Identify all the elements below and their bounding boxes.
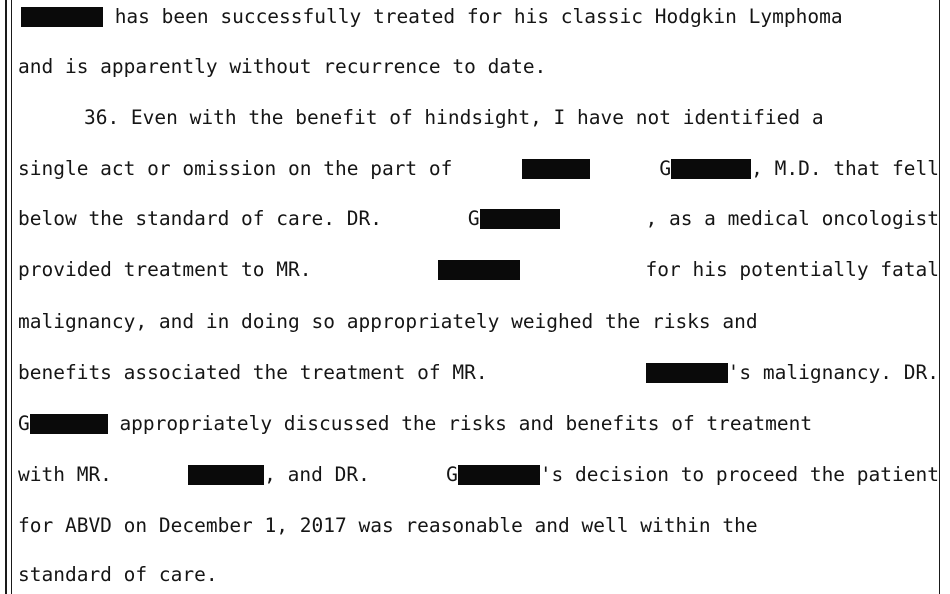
- redacted-name: [659, 155, 939, 183]
- redaction-bar: [522, 159, 590, 179]
- name-initial: G: [467, 207, 480, 230]
- redacted-name: [188, 461, 370, 489]
- redaction-bar: [671, 159, 751, 179]
- name-initial: G: [18, 412, 30, 435]
- line-text: , M.D. that fell: [751, 157, 939, 180]
- redacted-name: [646, 359, 939, 387]
- line-text: has been successfully treated for his classic Hodgkin Lymphoma: [114, 5, 843, 28]
- name-initial: G: [659, 157, 672, 180]
- text-line: [18, 512, 939, 540]
- line-text: below the standard of care. DR.: [18, 207, 382, 230]
- redacted-name: [468, 205, 560, 233]
- redacted-name: [18, 410, 108, 438]
- text-line: [18, 561, 939, 589]
- line-text: and is apparently without recurrence to date.: [18, 55, 547, 78]
- redaction-bar: [21, 7, 103, 27]
- text-line: [18, 461, 939, 489]
- line-text: 's malignancy. DR.: [727, 361, 939, 384]
- line-text: single act or omission on the part of: [18, 157, 453, 180]
- line-text: , as a medical oncologist: [645, 207, 939, 230]
- margin-rule-right: [939, 0, 940, 594]
- line-text: benefits associated the treatment of MR.: [18, 361, 488, 384]
- text-line: [18, 308, 939, 336]
- redaction-bar: [458, 465, 540, 485]
- line-text: Even with the benefit of hindsight, I have not identified a: [130, 106, 824, 129]
- redaction-bar: [646, 363, 728, 383]
- margin-rule-left-outer: [5, 0, 7, 594]
- text-line: [18, 3, 939, 31]
- text-line: [18, 53, 939, 81]
- line-text: , and DR.: [264, 463, 370, 486]
- redacted-name: [446, 461, 939, 489]
- text-line: [18, 410, 939, 438]
- line-text: provided treatment to MR.: [18, 258, 312, 281]
- redaction-bar: [188, 465, 264, 485]
- text-line: [18, 256, 939, 284]
- line-text: for his potentially fatal: [645, 258, 939, 281]
- margin-rule-left-inner: [11, 0, 12, 594]
- line-text: standard of care.: [18, 563, 218, 586]
- text-line: [18, 205, 939, 233]
- text-line: [18, 359, 939, 387]
- redaction-bar: [30, 414, 108, 434]
- line-text: appropriately discussed the risks and benefits of treatment: [119, 412, 813, 435]
- paragraph-number: 36.: [84, 106, 120, 129]
- line-text: 's decision to proceed the patient: [539, 463, 939, 486]
- redaction-bar: [438, 260, 520, 280]
- line-text: for ABVD on December 1, 2017 was reasonable and well within the: [18, 514, 758, 537]
- line-text: with MR.: [18, 463, 112, 486]
- name-initial: G: [446, 463, 458, 486]
- line-text: malignancy, and in doing so appropriately weighed the risks and: [18, 310, 758, 333]
- text-line: [18, 104, 939, 132]
- text-line: [18, 155, 939, 183]
- redaction-bar: [480, 209, 560, 229]
